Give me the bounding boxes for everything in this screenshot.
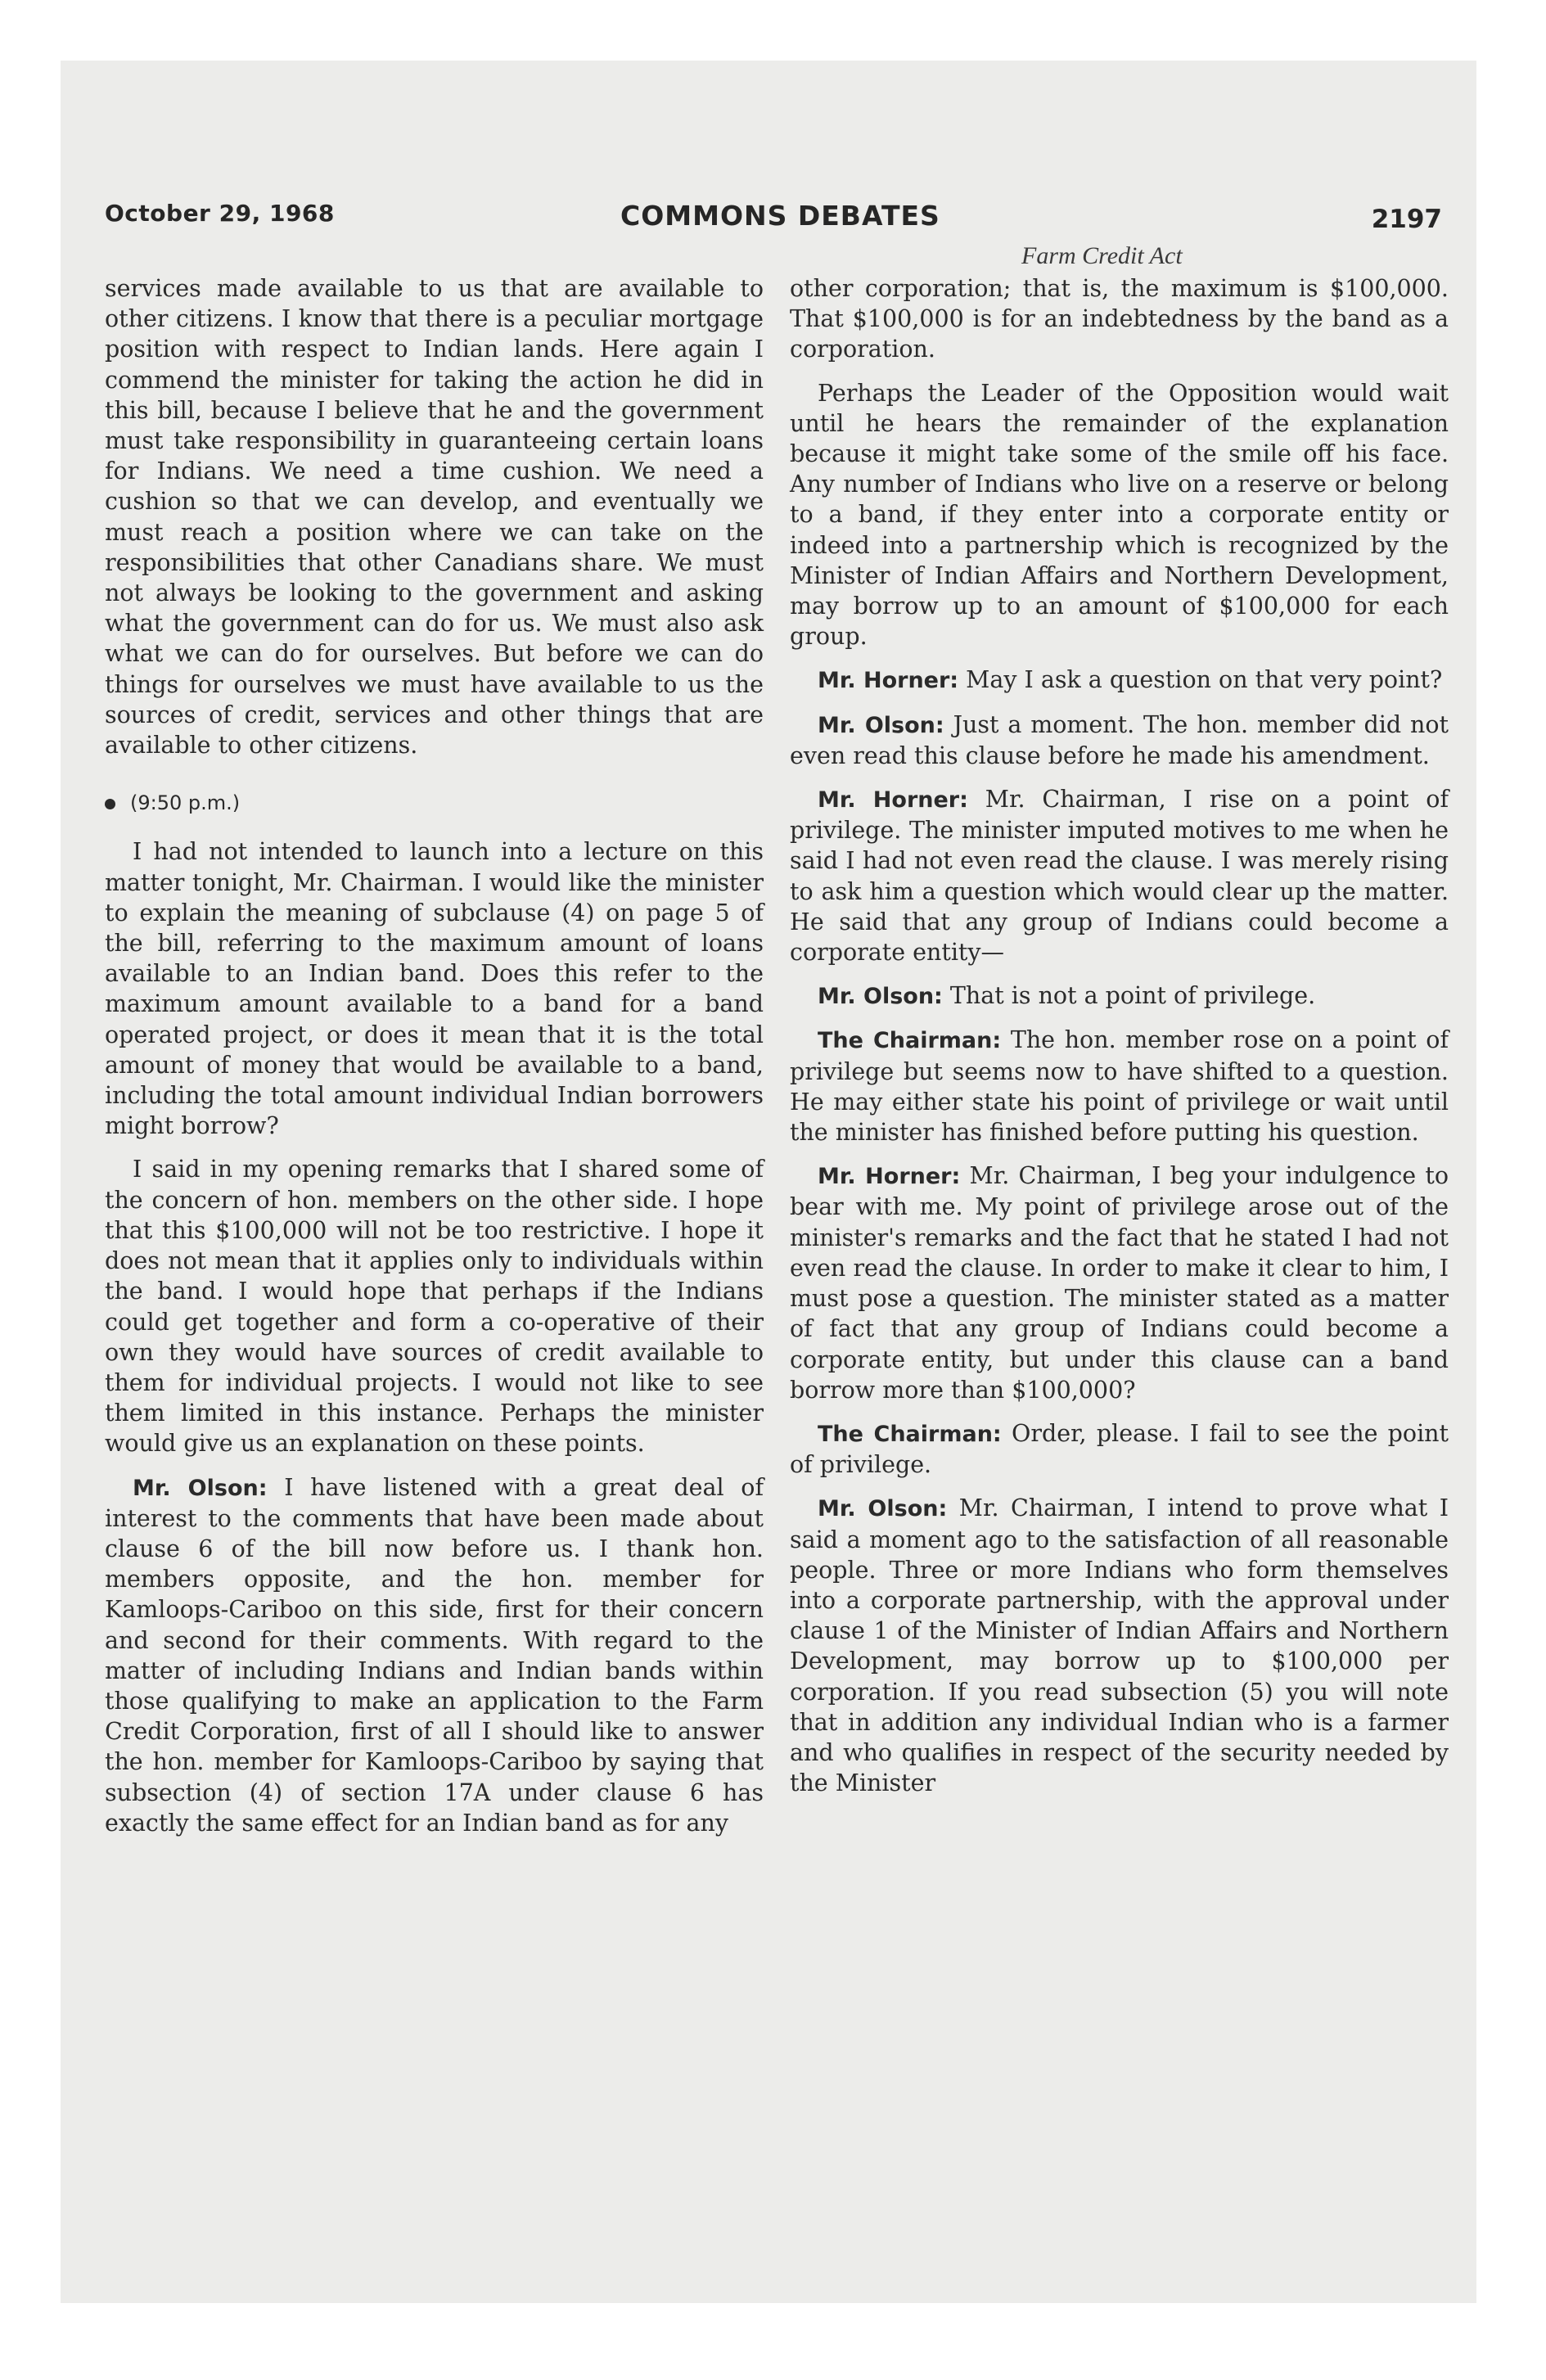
page-number: 2197	[1371, 205, 1442, 234]
speech-text: Just a moment. The hon. member did not even read this clause before he made his amendment.	[790, 710, 1449, 769]
paragraph	[105, 836, 764, 1141]
header-title: COMMONS DEBATES	[620, 200, 940, 232]
time-marker-text: (9:50 p.m.)	[130, 791, 241, 815]
speech	[790, 1493, 1449, 1798]
paragraph	[105, 1154, 764, 1458]
speech-text: Mr. Chairman, I intend to prove what I said a moment ago to the satisfaction of all reasonable people. Three or more Indians who form themselves into a corporate partnership, with the approval under clause 1 of the Minister of Indian Affairs and Northern Development, may borrow up to $100,000 per corporation. If you read subsection (5) you will note that in addition any individual Indian who is a farmer and who qualifies in respect of the security needed by the Minister	[790, 1494, 1449, 1797]
paragraph	[105, 273, 764, 760]
speech-text: Mr. Chairman, I beg your indulgence to bear with me. My point of privilege arose out of the minister's remarks and the fact that he stated I had not even read the clause. In order to make it clear to him, I must pose a question. The minister stated as a matter of fact that any group of Indians could become a corporate entity, but under this clause can a band borrow more than $100,000?	[790, 1162, 1449, 1404]
left-column	[105, 273, 764, 1851]
page-header	[105, 200, 1442, 239]
speech-text: Order, please. I fail to see the point of privilege.	[790, 1419, 1449, 1479]
speaker-name: Mr. Olson:	[818, 712, 944, 738]
speaker-name: Mr. Olson:	[818, 1496, 948, 1522]
bullet-icon	[105, 799, 115, 809]
speech	[790, 1025, 1449, 1147]
speech-text: I have listened with a great deal of interest to the comments that have been made about clause 6 of the bill now before us. I thank hon. members opposite, and the hon. member for Kamloops-Cariboo on this side, first for their concern and second for their comments. With regard to the matter of including Indians and Indian bands within those qualifying to make an application to the Farm Credit Corporation, first of all I should like to answer the hon. member for Kamloops-Cariboo by saying that subsection (4) of section 17A under clause 6 has exactly the same effect for an Indian band as for any	[105, 1473, 764, 1837]
paragraph-text: services made available to us that are available to other citizens. I know that there is a peculiar mortgage position with respect to Indian lands. Here again I commend the minister for taking the action he did in this bill, because I believe that he and the government must take responsibility in guaranteeing certain loans for Indians. We need a time cushion. We need a cushion so that we can develop, and eventually we must reach a position where we can take on the responsibilities that other Canadians share. We must not always be looking to the government and asking what the government can do for us. We must also ask what we can do for ourselves. But before we can do things for ourselves we must have available to us the sources of credit, services and other things that are available to other citizens.	[105, 275, 764, 760]
speech-text: Mr. Chairman, I rise on a point of privilege. The minister imputed motives to me when he said I had not even read the clause. I was merely rising to ask him a question which would clear up the matter. He said that any group of Indians could become a corporate entity—	[790, 786, 1449, 967]
speech	[790, 784, 1449, 967]
paragraph-text: other corporation; that is, the maximum is $100,000. That $100,000 is for an indebtedness by the band as a corporation.	[790, 275, 1449, 363]
time-marker	[105, 788, 764, 818]
speech	[790, 710, 1449, 771]
running-head: Farm Credit Act	[1021, 242, 1183, 269]
speaker-name: The Chairman:	[818, 1028, 1002, 1054]
speech-text: May I ask a question on that very point?	[966, 666, 1443, 694]
speech	[105, 1472, 764, 1838]
paragraph-text: I said in my opening remarks that I shared some of the concern of hon. members on the other side. I hope that this $100,000 will not be too restrictive. I hope it does not mean that it applies only to individuals within the band. I would hope that perhaps if the Indians could get together and form a co-operative of their own they would have sources of credit available to them for individual projects. I would not like to see them limited in this instance. Perhaps the minister would give us an explanation on these points.	[105, 1156, 764, 1458]
paragraph	[790, 273, 1449, 365]
paragraph-text: I had not intended to launch into a lecture on this matter tonight, Mr. Chairman. I would like the minister to explain the meaning of subclause (4) on page 5 of the bill, referring to the maximum amount of loans available to an Indian band. Does this refer to the maximum amount available to a band for a band operated project, or does it mean that it is the total amount of money that would be available to a band, including the total amount individual Indian borrowers might borrow?	[105, 838, 764, 1140]
speaker-name: Mr. Horner:	[818, 1164, 961, 1190]
right-column	[790, 273, 1449, 1811]
speech-text: The hon. member rose on a point of privilege but seems now to have shifted to a question. He may either state his point of privilege or wait until the minister has finished before putting his question.	[790, 1026, 1449, 1147]
speaker-name: Mr. Olson:	[818, 984, 943, 1010]
paragraph	[790, 378, 1449, 652]
speech	[790, 665, 1449, 696]
speech-text: That is not a point of privilege.	[949, 982, 1316, 1010]
speaker-name: Mr. Olson:	[133, 1475, 268, 1501]
speech	[790, 980, 1449, 1012]
speaker-name: Mr. Horner:	[818, 787, 968, 814]
paragraph-text: Perhaps the Leader of the Opposition would wait until he hears the remainder of the explanation because it might take some of the smile off his face. Any number of Indians who live on a reserve or belong to a band, if they enter into a corporate entity or indeed into a partnership which is recognized by the Minister of Indian Affairs and Northern Development, may borrow up to an amount of $100,000 for each group.	[790, 379, 1449, 651]
speaker-name: Mr. Horner:	[818, 668, 959, 694]
header-date: October 29, 1968	[105, 200, 335, 227]
speech	[790, 1418, 1449, 1480]
speech	[790, 1161, 1449, 1405]
speaker-name: The Chairman:	[818, 1421, 1002, 1447]
